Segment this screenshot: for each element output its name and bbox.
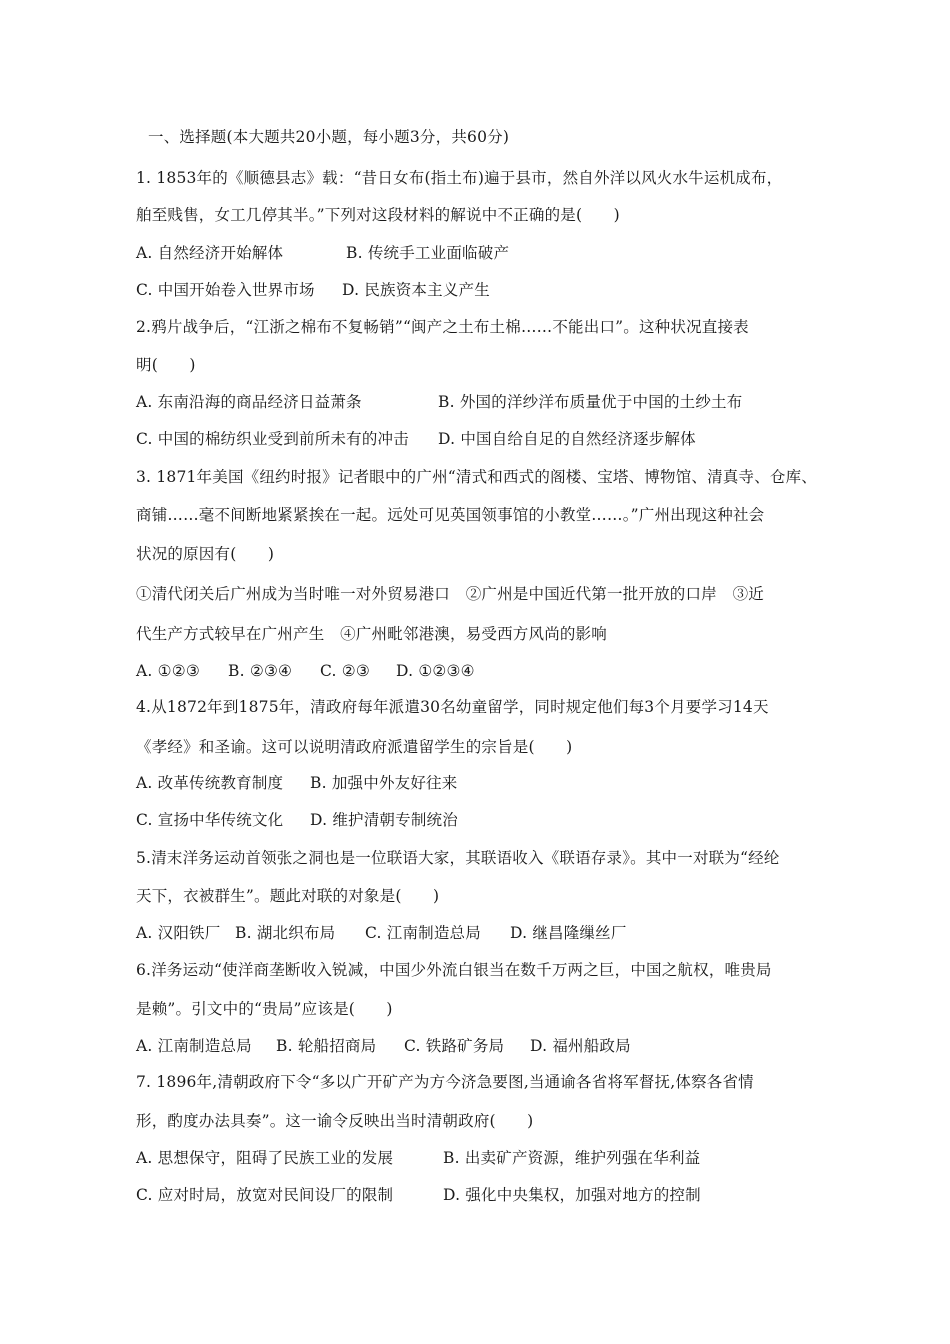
question-6-options-row-1 xyxy=(136,1036,826,1056)
question-4-options-row-1 xyxy=(136,773,826,793)
option-b: B. ②③④ xyxy=(228,662,293,680)
option-b: B. 外国的洋纱洋布质量优于中国的土纱土布 xyxy=(438,393,743,411)
question-1-line-1: 1. 1853年的《顺德县志》载：“昔日女布(指土布)遍于县市，然自外洋以风火水牛运机成布， xyxy=(136,169,783,187)
question-3-line-4: ①清代闭关后广州成为当时唯一对外贸易港口 ②广州是中国近代第一批开放的口岸 ③近 xyxy=(136,585,765,603)
question-6-line-1: 6.洋务运动“使洋商垄断收入锐减，中国少外流白银当在数千万两之巨，中国之航权，唯贵局 xyxy=(136,961,772,979)
question-3-line-2: 商铺……毫不间断地紧紧挨在一起。远处可见英国领事馆的小教堂……。”广州出现这种社会 xyxy=(136,506,765,524)
question-1-options-row-1 xyxy=(136,243,826,263)
option-d: D. 民族资本主义产生 xyxy=(342,281,490,299)
option-d: D. 中国自给自足的自然经济逐步解体 xyxy=(438,430,696,448)
option-c: C. 宣扬中华传统文化 xyxy=(136,811,284,829)
question-4-line-2: 《孝经》和圣谕。这可以说明清政府派遣留学生的宗旨是( ) xyxy=(136,738,573,756)
option-b: B. 传统手工业面临破产 xyxy=(346,244,510,262)
question-7-options-row-1 xyxy=(136,1148,826,1168)
option-a: A. 汉阳铁厂 xyxy=(136,924,221,942)
option-a: A. 自然经济开始解体 xyxy=(136,244,284,262)
question-6-line-2: 是赖”。引文中的“贵局”应该是( ) xyxy=(136,1000,393,1018)
option-b: B. 出卖矿产资源，维护列强在华利益 xyxy=(443,1149,701,1167)
question-3-line-5: 代生产方式较早在广州产生 ④广州毗邻港澳，易受西方风尚的影响 xyxy=(136,625,608,643)
option-c: C. 江南制造总局 xyxy=(365,924,481,942)
question-1-options-row-2 xyxy=(136,280,826,300)
option-b: B. 湖北织布局 xyxy=(235,924,336,942)
question-4-options-row-2 xyxy=(136,810,826,830)
option-a: A. 东南沿海的商品经济日益萧条 xyxy=(136,393,362,411)
question-3-line-1: 3. 1871年美国《纽约时报》记者眼中的广州“清式和西式的阁楼、宝塔、博物馆、清真寺、仓库、 xyxy=(136,468,817,486)
question-2-options-row-2 xyxy=(136,429,826,449)
option-c: C. 中国的棉纺织业受到前所未有的冲击 xyxy=(136,430,409,448)
question-1-line-2: 舶至贱售，女工几停其半。”下列对这段材料的解说中不正确的是( ) xyxy=(136,206,620,224)
option-c: C. ②③ xyxy=(320,662,370,680)
question-5-options-row-1 xyxy=(136,923,826,943)
question-5-line-2: 天下，衣被群生”。题此对联的对象是( ) xyxy=(136,887,440,905)
question-2-line-2: 明( ) xyxy=(136,356,196,374)
question-3-line-3: 状况的原因有( ) xyxy=(136,545,275,563)
question-2-line-1: 2.鸦片战争后，“江浙之棉布不复畅销”“闽产之土布土棉……不能出口”。这种状况直接表 xyxy=(136,318,749,336)
option-a: A. ①②③ xyxy=(136,662,200,680)
question-4-line-1: 4.从1872年到1875年，清政府每年派遣30名幼童留学，同时规定他们每3个月要学习14天 xyxy=(136,698,769,716)
option-a: A. 改革传统教育制度 xyxy=(136,774,284,792)
question-7-line-2: 形，酌度办法具奏”。这一谕令反映出当时清朝政府( ) xyxy=(136,1112,534,1130)
option-a: A. 江南制造总局 xyxy=(136,1037,252,1055)
option-d: D. 维护清朝专制统治 xyxy=(310,811,458,829)
option-d: D. 强化中央集权，加强对地方的控制 xyxy=(443,1186,701,1204)
question-5-line-1: 5.清末洋务运动首领张之洞也是一位联语大家，其联语收入《联语存录》。其中一对联为“经纶 xyxy=(136,849,780,867)
option-b: B. 轮船招商局 xyxy=(276,1037,377,1055)
option-a: A. 思想保守，阻碍了民族工业的发展 xyxy=(136,1149,394,1167)
question-7-options-row-2 xyxy=(136,1185,826,1205)
option-d: D. ①②③④ xyxy=(396,662,475,680)
section-title: 一、选择题(本大题共20小题，每小题3分，共60分) xyxy=(148,128,510,146)
option-c: C. 应对时局，放宽对民间设厂的限制 xyxy=(136,1186,394,1204)
option-d: D. 继昌隆缫丝厂 xyxy=(510,924,627,942)
question-2-options-row-1 xyxy=(136,392,826,412)
option-c: C. 中国开始卷入世界市场 xyxy=(136,281,315,299)
option-d: D. 福州船政局 xyxy=(530,1037,631,1055)
option-b: B. 加强中外友好往来 xyxy=(310,774,458,792)
question-3-options-row-1 xyxy=(136,661,826,681)
option-c: C. 铁路矿务局 xyxy=(404,1037,505,1055)
question-7-line-1: 7. 1896年,清朝政府下令“多以广开矿产为方今济急要图,当通谕各省将军督抚,体察各省情 xyxy=(136,1073,754,1091)
